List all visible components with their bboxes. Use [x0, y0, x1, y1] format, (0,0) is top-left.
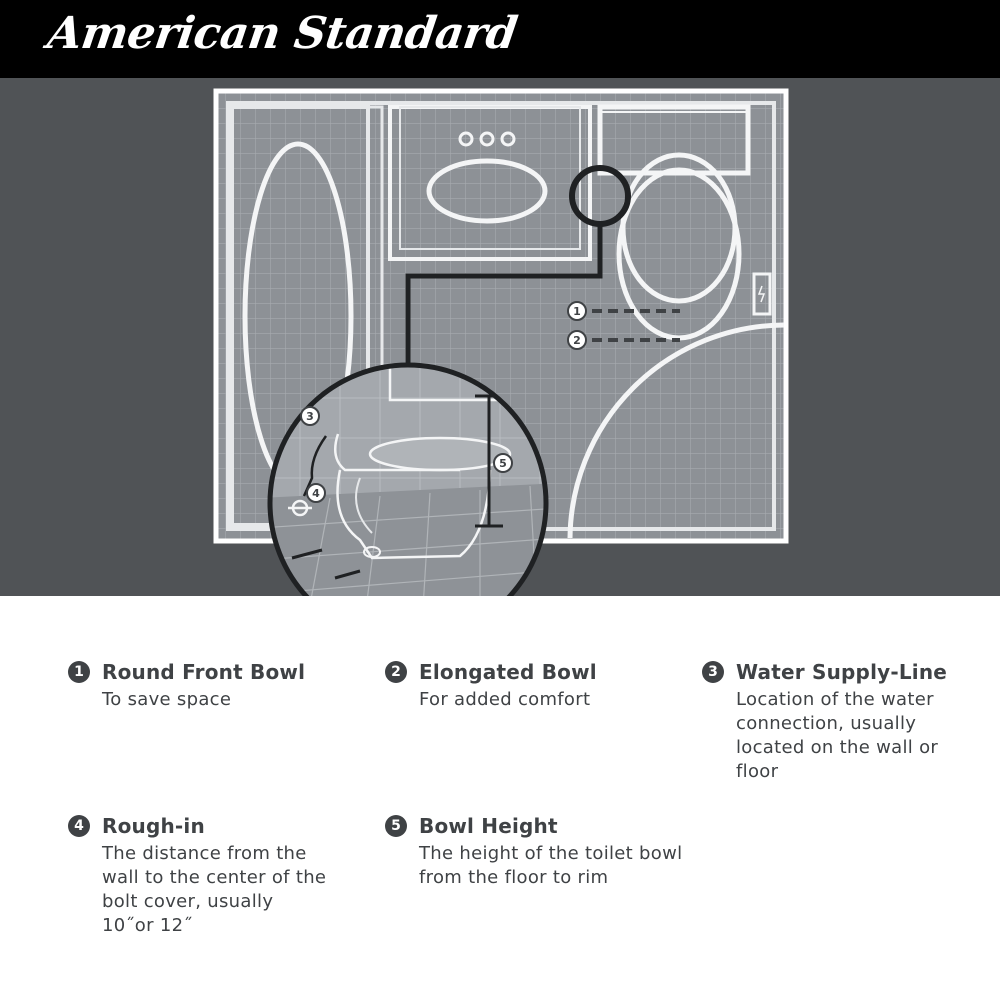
callout-number-4: 4: [312, 487, 320, 500]
callout-number-5: 5: [499, 457, 507, 470]
legend-number-badge: 5: [385, 815, 407, 837]
legend-title: Elongated Bowl: [419, 660, 597, 684]
legend-number-badge: 4: [68, 815, 90, 837]
legend-description: The distance from the wall to the center of the bolt cover, usually 10˝or 12˝: [102, 843, 327, 936]
callout-marker-2: [568, 331, 586, 349]
legend-description: To save space: [102, 689, 232, 710]
legend-number-badge: 1: [68, 661, 90, 683]
legend-title: Water Supply-Line: [736, 660, 948, 684]
callout-marker-1: [568, 302, 586, 320]
callout-marker-4: [307, 484, 325, 502]
brand-logo: American Standard: [44, 8, 521, 59]
callout-number-2: 2: [573, 334, 581, 347]
legend-description: The height of the toilet bowl from the floor to rim: [419, 843, 683, 888]
legend-number-badge: 3: [702, 661, 724, 683]
callout-number-3: 3: [306, 410, 314, 423]
header-bar: [0, 0, 1000, 78]
bathroom-floorplan-diagram: [0, 78, 1000, 596]
legend-description: Location of the water connection, usually located on the wall or floor: [736, 689, 939, 782]
callout-number-1: 1: [573, 305, 581, 318]
legend-section: [0, 596, 1000, 1000]
legend-description: For added comfort: [419, 689, 591, 710]
callout-marker-5: [494, 454, 512, 472]
legend-title: Rough-in: [102, 814, 205, 838]
legend-title: Bowl Height: [419, 814, 558, 838]
bathroom-diagram-panel: [0, 78, 1000, 596]
legend-title: Round Front Bowl: [102, 660, 306, 684]
callout-marker-3: [301, 407, 319, 425]
legend-number-badge: 2: [385, 661, 407, 683]
